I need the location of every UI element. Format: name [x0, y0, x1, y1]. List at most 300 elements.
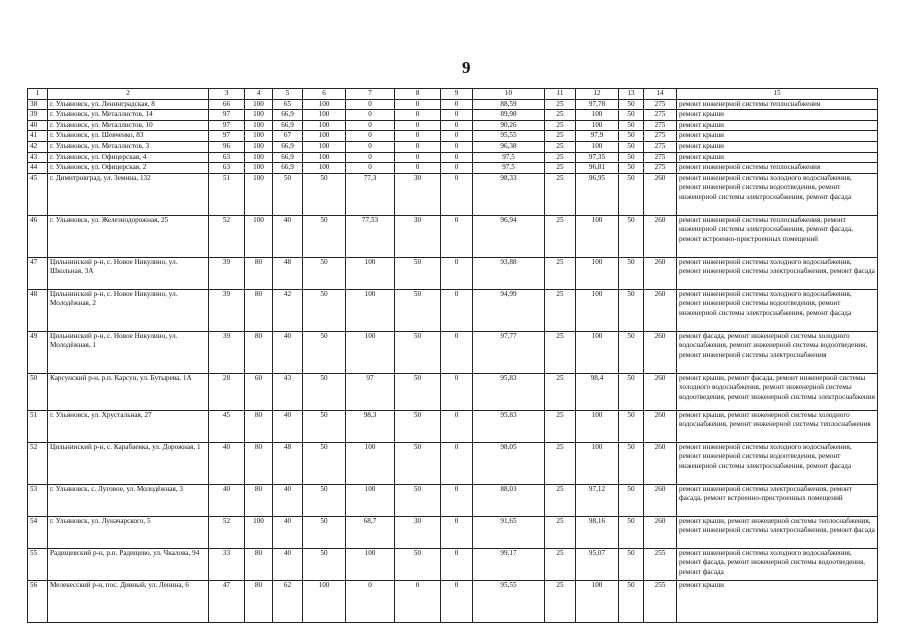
header-cell: 10	[473, 89, 545, 100]
header-cell: 7	[346, 89, 395, 100]
header-cell: 4	[245, 89, 273, 100]
value-cell: 100	[576, 215, 619, 257]
table-row	[28, 120, 878, 131]
value-cell: 50	[619, 215, 644, 257]
value-cell: 0	[441, 410, 473, 442]
value-cell: 50	[619, 152, 644, 163]
value-cell: 50	[395, 331, 441, 373]
row-number: 49	[28, 331, 48, 373]
value-cell: 66,9	[273, 163, 303, 174]
value-cell: 80	[245, 580, 273, 622]
value-cell: 89,98	[473, 110, 545, 121]
value-cell: 97,5	[473, 163, 545, 174]
value-cell: 0	[395, 120, 441, 131]
value-cell: 25	[545, 410, 576, 442]
table-row	[28, 257, 878, 289]
value-cell: 0	[395, 141, 441, 152]
value-cell: 40	[273, 516, 303, 548]
value-cell: 100	[303, 141, 346, 152]
value-cell: 50	[619, 257, 644, 289]
value-cell: 25	[545, 152, 576, 163]
value-cell: 62	[273, 580, 303, 622]
row-number: 53	[28, 484, 48, 516]
header-cell: 9	[441, 89, 473, 100]
value-cell: 100	[576, 141, 619, 152]
value-cell: 63	[209, 163, 245, 174]
value-cell: 51	[209, 173, 245, 215]
value-cell: 25	[545, 442, 576, 484]
value-cell: 50	[303, 331, 346, 373]
table-row	[28, 548, 878, 580]
value-cell: 96,95	[576, 173, 619, 215]
header-cell: 6	[303, 89, 346, 100]
table-row	[28, 373, 878, 410]
value-cell: 255	[644, 548, 677, 580]
value-cell: 25	[545, 257, 576, 289]
value-cell: 275	[644, 163, 677, 174]
value-cell: 100	[245, 215, 273, 257]
header-cell: 5	[273, 89, 303, 100]
address-cell: г. Ульяновск, ул. Хрустальная, 27	[48, 410, 209, 442]
address-cell: г. Ульяновск, ул. Луначарского, 5	[48, 516, 209, 548]
value-cell: 50	[303, 410, 346, 442]
value-cell: 97,35	[576, 152, 619, 163]
value-cell: 50	[619, 548, 644, 580]
value-cell: 100	[303, 131, 346, 142]
value-cell: 50	[303, 289, 346, 331]
value-cell: 94,99	[473, 289, 545, 331]
value-cell: 50	[619, 442, 644, 484]
value-cell: 0	[441, 442, 473, 484]
value-cell: 0	[441, 173, 473, 215]
work-type-cell: ремонт фасада, ремонт инженерной системы холодного водоснабжения, ремонт инженерной системы водоотведения, ремонт инженерной системы электроснабжения	[677, 331, 878, 373]
value-cell: 100	[303, 580, 346, 622]
header-cell: 1	[28, 89, 48, 100]
work-type-cell: ремонт инженерной системы холодного водоснабжения, ремонт инженерной системы водоотведения, ремонт инженерной системы электроснабжения, ремонт фасада	[677, 289, 878, 331]
value-cell: 40	[273, 548, 303, 580]
value-cell: 0	[441, 110, 473, 121]
value-cell: 100	[576, 442, 619, 484]
work-type-cell: ремонт инженерной системы холодного водоснабжения, ремонт фасада, ремонт инженерной системы водоотведения, ремонт фасада	[677, 548, 878, 580]
value-cell: 0	[346, 99, 395, 110]
value-cell: 0	[441, 120, 473, 131]
value-cell: 100	[245, 163, 273, 174]
value-cell: 96	[209, 141, 245, 152]
value-cell: 100	[346, 484, 395, 516]
value-cell: 100	[245, 99, 273, 110]
value-cell: 0	[441, 163, 473, 174]
value-cell: 39	[209, 289, 245, 331]
address-cell: г. Ульяновск, ул. Металлистов, 3	[48, 141, 209, 152]
table-row	[28, 580, 878, 622]
value-cell: 68,7	[346, 516, 395, 548]
value-cell: 100	[576, 289, 619, 331]
value-cell: 100	[576, 257, 619, 289]
value-cell: 260	[644, 173, 677, 215]
value-cell: 260	[644, 484, 677, 516]
value-cell: 50	[395, 442, 441, 484]
row-number: 48	[28, 289, 48, 331]
value-cell: 77,53	[346, 215, 395, 257]
header-cell: 15	[677, 89, 878, 100]
value-cell: 50	[303, 257, 346, 289]
row-number: 45	[28, 173, 48, 215]
value-cell: 88,59	[473, 99, 545, 110]
value-cell: 50	[619, 110, 644, 121]
address-cell: г. Ульяновск, ул. Офицерская, 2	[48, 163, 209, 174]
value-cell: 0	[346, 580, 395, 622]
value-cell: 65	[273, 99, 303, 110]
value-cell: 50	[619, 131, 644, 142]
value-cell: 50	[619, 99, 644, 110]
value-cell: 96,81	[576, 163, 619, 174]
value-cell: 80	[245, 331, 273, 373]
value-cell: 25	[545, 289, 576, 331]
row-number: 44	[28, 163, 48, 174]
row-number: 46	[28, 215, 48, 257]
value-cell: 50	[303, 442, 346, 484]
value-cell: 100	[576, 331, 619, 373]
work-type-cell: ремонт крыши	[677, 580, 878, 622]
table-row	[28, 215, 878, 257]
value-cell: 50	[303, 516, 346, 548]
work-type-cell: ремонт крыши	[677, 152, 878, 163]
value-cell: 50	[619, 484, 644, 516]
table-row	[28, 484, 878, 516]
table-row	[28, 152, 878, 163]
work-type-cell: ремонт инженерной системы теплоснабжения	[677, 163, 878, 174]
value-cell: 39	[209, 331, 245, 373]
header-cell: 13	[619, 89, 644, 100]
value-cell: 63	[209, 152, 245, 163]
table-row	[28, 99, 878, 110]
value-cell: 50	[619, 141, 644, 152]
value-cell: 50	[395, 257, 441, 289]
value-cell: 50	[303, 215, 346, 257]
value-cell: 260	[644, 516, 677, 548]
header-row	[28, 89, 878, 100]
row-number: 54	[28, 516, 48, 548]
value-cell: 96,94	[473, 215, 545, 257]
address-cell: Радищевский р-н, р.п. Радищево, ул. Чкалова, 94	[48, 548, 209, 580]
work-type-cell: ремонт инженерной системы теплоснабжения, ремонт инженерной системы электроснабжения, ремонт фасада, ремонт встроенно-пристроенных помещений	[677, 215, 878, 257]
value-cell: 100	[303, 163, 346, 174]
address-cell: Цильнинский р-н, с. Карабаевка, ул. Дорожная, 1	[48, 442, 209, 484]
value-cell: 97	[346, 373, 395, 410]
value-cell: 50	[303, 373, 346, 410]
value-cell: 0	[395, 152, 441, 163]
value-cell: 260	[644, 215, 677, 257]
value-cell: 97	[209, 110, 245, 121]
table-row	[28, 110, 878, 121]
value-cell: 0	[441, 141, 473, 152]
value-cell: 80	[245, 484, 273, 516]
value-cell: 100	[303, 99, 346, 110]
address-cell: г. Димитровград, ул. Земина, 132	[48, 173, 209, 215]
value-cell: 275	[644, 120, 677, 131]
value-cell: 98,4	[576, 373, 619, 410]
table-row	[28, 410, 878, 442]
value-cell: 25	[545, 484, 576, 516]
work-type-cell: ремонт крыши, ремонт инженерной системы теплоснабжения, ремонт инженерной системы электроснабжения, ремонт фасада	[677, 516, 878, 548]
work-type-cell: ремонт крыши	[677, 120, 878, 131]
row-number: 41	[28, 131, 48, 142]
value-cell: 33	[209, 548, 245, 580]
address-cell: Цильнинский р-н, с. Новое Никулино, ул. Молодёжная, 1	[48, 331, 209, 373]
value-cell: 40	[273, 410, 303, 442]
value-cell: 66,9	[273, 141, 303, 152]
data-table	[27, 88, 878, 623]
work-type-cell: ремонт инженерной системы теплоснабжения	[677, 99, 878, 110]
table-row	[28, 516, 878, 548]
value-cell: 97,77	[473, 331, 545, 373]
value-cell: 100	[303, 110, 346, 121]
value-cell: 100	[303, 152, 346, 163]
value-cell: 0	[395, 163, 441, 174]
value-cell: 260	[644, 442, 677, 484]
value-cell: 100	[346, 442, 395, 484]
work-type-cell: ремонт крыши	[677, 110, 878, 121]
value-cell: 260	[644, 257, 677, 289]
value-cell: 39	[209, 257, 245, 289]
value-cell: 0	[346, 110, 395, 121]
value-cell: 25	[545, 580, 576, 622]
address-cell: Карсунский р-н, р.п. Карсун, ул. Бутырева, 1А	[48, 373, 209, 410]
value-cell: 0	[441, 516, 473, 548]
address-cell: г. Ульяновск, ул. Шевченко, 83	[48, 131, 209, 142]
value-cell: 50	[619, 173, 644, 215]
address-cell: г. Ульяновск, с. Луговое, ул. Молодёжная, 3	[48, 484, 209, 516]
value-cell: 50	[619, 373, 644, 410]
value-cell: 260	[644, 289, 677, 331]
value-cell: 95,83	[473, 373, 545, 410]
value-cell: 48	[273, 257, 303, 289]
value-cell: 48	[273, 442, 303, 484]
value-cell: 0	[346, 131, 395, 142]
value-cell: 0	[441, 484, 473, 516]
value-cell: 0	[395, 110, 441, 121]
value-cell: 52	[209, 516, 245, 548]
value-cell: 100	[245, 173, 273, 215]
work-type-cell: ремонт крыши, ремонт фасада, ремонт инженерной системы холодного водоснабжения, ремонт инженерной системы водоотведения, ремонт инженерной системы электроснабжения	[677, 373, 878, 410]
value-cell: 100	[245, 110, 273, 121]
value-cell: 50	[619, 516, 644, 548]
value-cell: 100	[346, 331, 395, 373]
value-cell: 40	[273, 215, 303, 257]
value-cell: 100	[576, 110, 619, 121]
row-number: 43	[28, 152, 48, 163]
value-cell: 25	[545, 173, 576, 215]
table-row	[28, 131, 878, 142]
value-cell: 43	[273, 373, 303, 410]
header-cell: 12	[576, 89, 619, 100]
value-cell: 30	[395, 516, 441, 548]
header-cell: 2	[48, 89, 209, 100]
value-cell: 50	[619, 163, 644, 174]
value-cell: 100	[245, 152, 273, 163]
value-cell: 50	[395, 410, 441, 442]
value-cell: 50	[395, 373, 441, 410]
value-cell: 50	[619, 120, 644, 131]
value-cell: 0	[441, 131, 473, 142]
value-cell: 0	[441, 99, 473, 110]
value-cell: 50	[395, 548, 441, 580]
row-number: 56	[28, 580, 48, 622]
value-cell: 0	[441, 373, 473, 410]
value-cell: 100	[245, 141, 273, 152]
value-cell: 50	[395, 484, 441, 516]
value-cell: 30	[395, 215, 441, 257]
value-cell: 97,5	[473, 152, 545, 163]
value-cell: 40	[209, 442, 245, 484]
value-cell: 40	[273, 484, 303, 516]
value-cell: 275	[644, 141, 677, 152]
row-number: 42	[28, 141, 48, 152]
row-number: 50	[28, 373, 48, 410]
value-cell: 50	[303, 173, 346, 215]
row-number: 47	[28, 257, 48, 289]
value-cell: 0	[441, 331, 473, 373]
value-cell: 0	[395, 580, 441, 622]
address-cell: г. Ульяновск, ул. Металлистов, 10	[48, 120, 209, 131]
value-cell: 100	[576, 120, 619, 131]
table-row	[28, 331, 878, 373]
value-cell: 88,03	[473, 484, 545, 516]
value-cell: 30	[395, 173, 441, 215]
header-cell: 3	[209, 89, 245, 100]
value-cell: 98,3	[346, 410, 395, 442]
value-cell: 25	[545, 120, 576, 131]
work-type-cell: ремонт инженерной системы холодного водоснабжения, ремонт инженерной системы электроснабжения, ремонт фасада	[677, 257, 878, 289]
value-cell: 95,55	[473, 131, 545, 142]
value-cell: 100	[346, 257, 395, 289]
value-cell: 0	[395, 99, 441, 110]
value-cell: 25	[545, 99, 576, 110]
value-cell: 0	[441, 548, 473, 580]
table-row	[28, 141, 878, 152]
value-cell: 50	[619, 580, 644, 622]
value-cell: 66,9	[273, 110, 303, 121]
value-cell: 28	[209, 373, 245, 410]
value-cell: 0	[346, 163, 395, 174]
value-cell: 66,9	[273, 152, 303, 163]
value-cell: 0	[346, 152, 395, 163]
value-cell: 100	[245, 516, 273, 548]
value-cell: 97,9	[576, 131, 619, 142]
value-cell: 97	[209, 131, 245, 142]
value-cell: 40	[273, 331, 303, 373]
value-cell: 25	[545, 131, 576, 142]
address-cell: Мелекесский р-н, пос. Дивный, ул. Ленина, 6	[48, 580, 209, 622]
value-cell: 255	[644, 580, 677, 622]
address-cell: г. Ульяновск, ул. Железнодорожная, 25	[48, 215, 209, 257]
value-cell: 100	[576, 410, 619, 442]
table-row	[28, 289, 878, 331]
value-cell: 80	[245, 289, 273, 331]
address-cell: Цильнинский р-н, с. Новое Никулино, ул. Школьная, 3А	[48, 257, 209, 289]
value-cell: 95,07	[576, 548, 619, 580]
value-cell: 97,78	[576, 99, 619, 110]
value-cell: 95,83	[473, 410, 545, 442]
value-cell: 95,55	[473, 580, 545, 622]
value-cell: 80	[245, 257, 273, 289]
value-cell: 50	[619, 410, 644, 442]
address-cell: г. Ульяновск, ул. Ленинградская, 8	[48, 99, 209, 110]
work-type-cell: ремонт инженерной системы электроснабжения, ремонт фасада, ремонт встроенно-пристроенных помещений	[677, 484, 878, 516]
value-cell: 25	[545, 373, 576, 410]
value-cell: 60	[245, 373, 273, 410]
row-number: 39	[28, 110, 48, 121]
value-cell: 97,12	[576, 484, 619, 516]
value-cell: 47	[209, 580, 245, 622]
row-number: 38	[28, 99, 48, 110]
value-cell: 67	[273, 131, 303, 142]
value-cell: 50	[619, 331, 644, 373]
value-cell: 0	[441, 215, 473, 257]
value-cell: 275	[644, 110, 677, 121]
value-cell: 25	[545, 163, 576, 174]
header-cell: 11	[545, 89, 576, 100]
value-cell: 50	[303, 548, 346, 580]
value-cell: 25	[545, 215, 576, 257]
value-cell: 0	[441, 257, 473, 289]
value-cell: 40	[209, 484, 245, 516]
row-number: 40	[28, 120, 48, 131]
table-row	[28, 442, 878, 484]
value-cell: 98,05	[473, 442, 545, 484]
value-cell: 25	[545, 548, 576, 580]
value-cell: 45	[209, 410, 245, 442]
value-cell: 100	[346, 289, 395, 331]
header-cell: 8	[395, 89, 441, 100]
value-cell: 96,38	[473, 141, 545, 152]
work-type-cell: ремонт инженерной системы холодного водоснабжения, ремонт инженерной системы водоотведения, ремонт инженерной системы электроснабжения, ремонт фасада	[677, 173, 878, 215]
value-cell: 0	[395, 131, 441, 142]
value-cell: 90,26	[473, 120, 545, 131]
value-cell: 100	[303, 120, 346, 131]
value-cell: 25	[545, 110, 576, 121]
value-cell: 260	[644, 331, 677, 373]
address-cell: Цильнинский р-н, с. Новое Никулино, ул. Молодёжная, 2	[48, 289, 209, 331]
value-cell: 0	[346, 120, 395, 131]
value-cell: 100	[245, 131, 273, 142]
row-number: 52	[28, 442, 48, 484]
page-number: 9	[462, 58, 471, 77]
value-cell: 0	[441, 152, 473, 163]
value-cell: 275	[644, 131, 677, 142]
value-cell: 0	[441, 580, 473, 622]
value-cell: 98,33	[473, 173, 545, 215]
value-cell: 100	[346, 548, 395, 580]
value-cell: 275	[644, 152, 677, 163]
value-cell: 66	[209, 99, 245, 110]
value-cell: 77,3	[346, 173, 395, 215]
header-cell: 14	[644, 89, 677, 100]
work-type-cell: ремонт инженерной системы холодного водоснабжения, ремонт инженерной системы водоотведения, ремонт инженерной системы электроснабжения, ремонт фасада	[677, 442, 878, 484]
row-number: 51	[28, 410, 48, 442]
value-cell: 50	[303, 484, 346, 516]
value-cell: 260	[644, 373, 677, 410]
value-cell: 99,17	[473, 548, 545, 580]
value-cell: 25	[545, 331, 576, 373]
value-cell: 42	[273, 289, 303, 331]
row-number: 55	[28, 548, 48, 580]
value-cell: 25	[545, 141, 576, 152]
value-cell: 93,88	[473, 257, 545, 289]
value-cell: 80	[245, 548, 273, 580]
value-cell: 0	[346, 141, 395, 152]
table-row	[28, 173, 878, 215]
